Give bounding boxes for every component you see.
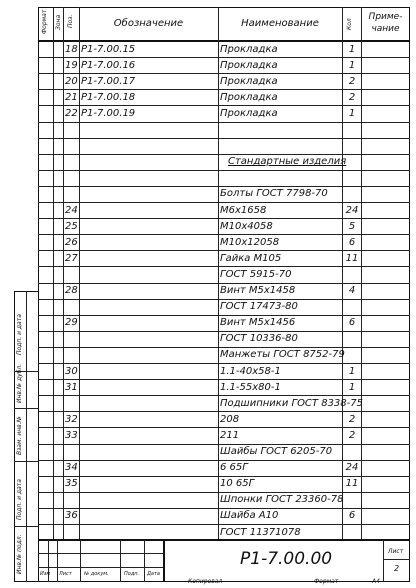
row-pos: 29 (65, 317, 78, 329)
header-name: Наименование (241, 18, 319, 29)
row-qty: 6 (348, 317, 356, 329)
row-designation: Р1-7.00.19 (81, 107, 136, 119)
tb-col-sheet: Лист (59, 571, 72, 577)
row-pos: 22 (65, 107, 78, 119)
row-qty: 2 (348, 429, 356, 441)
row-name: Шайба А10 (220, 510, 279, 522)
table-row-line (38, 186, 410, 187)
row-pos: 24 (65, 204, 78, 216)
header-zone: Зона (55, 14, 62, 30)
row-name: ГОСТ 10336-80 (220, 333, 298, 345)
side-label-dup-inv: Инв.№ дубл. (16, 363, 23, 403)
tb-col-sign: Подп. (124, 571, 140, 577)
row-qty: 1 (348, 365, 356, 377)
header-qty: Кол (346, 18, 353, 30)
row-designation: Р1-7.00.16 (81, 59, 136, 71)
row-name: ГОСТ 11371078 (220, 526, 301, 538)
row-name: Шайбы ГОСТ 6205-70 (220, 446, 333, 457)
row-qty: 11 (345, 478, 359, 490)
row-qty: 6 (348, 510, 356, 522)
row-name: 10 65Г (220, 478, 255, 490)
row-pos: 20 (65, 75, 78, 87)
row-qty: 2 (348, 75, 356, 87)
row-pos: 36 (65, 510, 78, 522)
row-pos: 26 (65, 236, 78, 248)
side-label-orig-inv: Инв.№ подл. (16, 534, 23, 574)
table-row-line (38, 202, 410, 203)
row-name: Прокладка (220, 75, 278, 87)
table-row-line (38, 170, 410, 171)
row-name: Прокладка (220, 43, 278, 55)
row-pos: 35 (65, 478, 78, 490)
title-doc-number: Р1-7.00.00 (240, 549, 333, 569)
table-row-line (38, 379, 410, 380)
table-row-line (38, 476, 410, 477)
header-bottom-line (38, 40, 410, 42)
table-row-line (38, 89, 410, 90)
title-block-top (38, 539, 410, 541)
row-pos: 30 (65, 365, 78, 377)
side-sep-3 (14, 461, 39, 462)
row-pos: 31 (65, 381, 78, 393)
table-row-line (38, 363, 410, 364)
row-name: Прокладка (220, 107, 278, 119)
row-pos: 27 (65, 252, 78, 264)
table-row-line (38, 234, 410, 235)
table-row-line (38, 154, 410, 155)
table-row-line (38, 427, 410, 428)
row-qty: 6 (348, 236, 356, 248)
table-row-line (38, 508, 410, 509)
row-pos: 28 (65, 285, 78, 296)
row-name: Винт М5х1456 (220, 317, 296, 329)
table-row-line (38, 347, 410, 348)
row-qty: 5 (348, 220, 356, 232)
row-pos: 18 (65, 43, 78, 55)
table-row-line (38, 460, 410, 461)
table-row-line (38, 218, 410, 219)
table-row-line (38, 492, 410, 493)
tb-line-4 (120, 539, 121, 582)
row-qty: 1 (348, 43, 356, 55)
footer-format-label: Формат (314, 578, 339, 585)
table-row-line (38, 138, 410, 139)
row-qty: 2 (348, 413, 356, 425)
table-row-line (38, 57, 410, 58)
row-designation: Р1-7.00.18 (81, 91, 136, 103)
table-row-line (38, 299, 410, 300)
row-qty: 24 (345, 204, 359, 216)
row-name: 1.1-40х58-1 (220, 365, 281, 377)
table-row-line (38, 283, 410, 284)
row-name: ГОСТ 17473-80 (220, 301, 298, 313)
side-label-sign-date-1: Подп. и дата (16, 314, 23, 355)
table-row-line (38, 105, 410, 106)
row-name: Манжеты ГОСТ 8752-79 (220, 349, 345, 361)
header-note: Приме- чание (368, 12, 403, 34)
row-pos: 32 (65, 413, 78, 425)
row-name: Подшипники ГОСТ 8338-75 (220, 397, 363, 409)
table-row-line (38, 331, 410, 332)
tb-row-2 (38, 567, 163, 568)
row-pos: 21 (65, 91, 78, 103)
row-qty: 2 (348, 91, 356, 103)
tb-col-change: Изм (40, 571, 51, 577)
tb-sheet-row (383, 559, 410, 560)
row-name: М10х12058 (220, 236, 280, 248)
table-row-line (38, 122, 410, 123)
row-designation: Р1-7.00.15 (81, 43, 136, 55)
tb-line-sheet (383, 539, 384, 582)
row-name: 208 (220, 413, 240, 425)
row-name: М10х4058 (220, 220, 273, 232)
side-label-sign-date-2: Подп. и дата (16, 479, 23, 520)
side-sep-2 (14, 408, 39, 409)
footer-copied: Копировал (188, 578, 223, 585)
title-sheet-label: Лист (388, 548, 404, 555)
row-pos: 19 (65, 59, 78, 71)
tb-line-3 (80, 539, 81, 582)
footer-format-value: А4 (372, 578, 380, 585)
row-name: ГОСТ 5915-70 (220, 268, 292, 280)
row-designation: Р1-7.00.17 (81, 75, 136, 87)
side-strip-divider (26, 291, 27, 582)
table-row-line (38, 315, 410, 316)
row-name: Шпонки ГОСТ 23360-78 (220, 494, 344, 506)
row-qty: 1 (348, 381, 356, 393)
row-name: Гайка М105 (220, 252, 282, 264)
row-name: 1.1-55х80-1 (220, 381, 281, 393)
row-qty: 24 (345, 462, 359, 474)
side-sep-4 (14, 526, 39, 527)
row-name: Болты ГОСТ 7798-70 (220, 188, 328, 200)
row-name: Винт М5х1458 (220, 285, 296, 296)
table-row-line (38, 73, 410, 74)
row-qty: 1 (348, 107, 356, 119)
row-qty: 4 (348, 285, 356, 296)
tb-col-docnum: № докум. (84, 571, 109, 577)
table-row-line (38, 411, 410, 412)
table-row-line (38, 395, 410, 396)
row-name: 6 65Г (220, 462, 248, 474)
header-designation: Обозначение (113, 18, 184, 29)
row-pos: 33 (65, 429, 78, 441)
header-format: Формат (41, 9, 48, 34)
row-qty: 11 (345, 252, 359, 264)
table-row-line (38, 444, 410, 445)
side-label-replace-inv: Взам. инв.№ (16, 416, 23, 455)
row-name: Стандартные изделия (228, 156, 347, 168)
tb-col-date: Дата (147, 571, 160, 577)
row-name: М6х1658 (220, 204, 267, 216)
table-row-line (38, 524, 410, 525)
title-sheet-value: 2 (394, 564, 400, 573)
row-pos: 25 (65, 220, 78, 232)
tb-line-5 (144, 539, 145, 582)
tb-line-2 (57, 539, 58, 582)
row-qty: 1 (348, 59, 356, 71)
row-name: Прокладка (220, 91, 278, 103)
row-name: 211 (220, 429, 240, 441)
row-pos: 34 (65, 462, 78, 474)
tb-row-1 (38, 553, 163, 554)
header-pos: Поз. (67, 14, 74, 28)
table-row-line (38, 250, 410, 251)
row-name: Прокладка (220, 59, 278, 71)
table-row-line (38, 266, 410, 267)
tb-line-6 (163, 539, 165, 582)
